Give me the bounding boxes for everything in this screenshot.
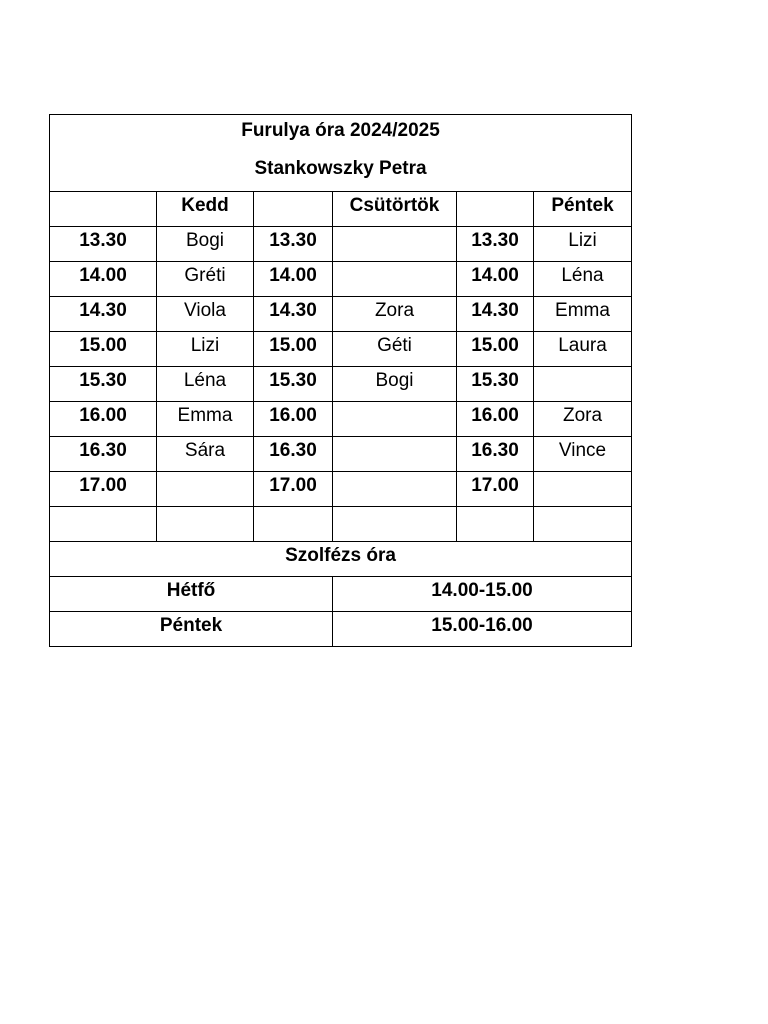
empty-cell: [254, 507, 333, 542]
schedule-title: Furulya óra 2024/2025: [241, 120, 440, 141]
time-cell: 16.30: [50, 437, 157, 472]
time-cell: 13.30: [457, 227, 534, 262]
table-row: [50, 332, 632, 367]
student-cell: Géti: [333, 332, 457, 367]
student-cell: Lizi: [157, 332, 254, 367]
header-day-pentek: Péntek: [534, 192, 632, 227]
solfege-row: [50, 577, 632, 612]
student-cell: [333, 402, 457, 437]
student-cell: Gréti: [157, 262, 254, 297]
time-cell: 16.00: [50, 402, 157, 437]
student-cell: Léna: [534, 262, 632, 297]
student-cell: Vince: [534, 437, 632, 472]
student-cell: Lizi: [534, 227, 632, 262]
table-row: [50, 437, 632, 472]
solfege-day: Péntek: [50, 612, 333, 647]
time-cell: 15.00: [254, 332, 333, 367]
student-cell: [534, 367, 632, 402]
time-cell: 17.00: [50, 472, 157, 507]
student-cell: Zora: [333, 297, 457, 332]
time-cell: 15.30: [457, 367, 534, 402]
time-cell: 15.30: [254, 367, 333, 402]
solfege-title-row: [50, 542, 632, 577]
student-cell: Laura: [534, 332, 632, 367]
time-cell: 14.30: [50, 297, 157, 332]
student-cell: Sára: [157, 437, 254, 472]
student-cell: Zora: [534, 402, 632, 437]
time-cell: 14.00: [254, 262, 333, 297]
empty-cell: [50, 507, 157, 542]
empty-cell: [534, 507, 632, 542]
student-cell: [333, 472, 457, 507]
time-cell: 17.00: [254, 472, 333, 507]
header-day-csutortok: Csütörtök: [333, 192, 457, 227]
time-cell: 13.30: [50, 227, 157, 262]
solfege-title: Szolfézs óra: [50, 542, 632, 577]
student-cell: [534, 472, 632, 507]
table-row: [50, 367, 632, 402]
header-empty-cell: [254, 192, 333, 227]
teacher-name: Stankowszky Petra: [254, 158, 427, 179]
student-cell: Bogi: [333, 367, 457, 402]
student-cell: Emma: [534, 297, 632, 332]
time-cell: 14.30: [254, 297, 333, 332]
table-row: [50, 472, 632, 507]
table-row: [50, 262, 632, 297]
schedule-table: [49, 114, 632, 647]
time-cell: 14.30: [457, 297, 534, 332]
student-cell: [333, 437, 457, 472]
student-cell: [333, 262, 457, 297]
table-row: [50, 297, 632, 332]
empty-cell: [157, 507, 254, 542]
title-row: [50, 115, 632, 192]
solfege-row: [50, 612, 632, 647]
empty-cell: [333, 507, 457, 542]
student-cell: Emma: [157, 402, 254, 437]
solfege-day: Hétfő: [50, 577, 333, 612]
time-cell: 16.00: [457, 402, 534, 437]
time-cell: 13.30: [254, 227, 333, 262]
header-day-kedd: Kedd: [157, 192, 254, 227]
time-cell: 16.00: [254, 402, 333, 437]
time-cell: 14.00: [457, 262, 534, 297]
header-empty-cell: [50, 192, 157, 227]
title-cell: [50, 115, 632, 192]
table-row: [50, 227, 632, 262]
time-cell: 17.00: [457, 472, 534, 507]
solfege-time: 14.00-15.00: [333, 577, 632, 612]
time-cell: 15.00: [457, 332, 534, 367]
header-row: [50, 192, 632, 227]
time-cell: 15.00: [50, 332, 157, 367]
empty-row: [50, 507, 632, 542]
student-cell: Léna: [157, 367, 254, 402]
time-cell: 16.30: [457, 437, 534, 472]
table-row: [50, 402, 632, 437]
header-empty-cell: [457, 192, 534, 227]
time-cell: 16.30: [254, 437, 333, 472]
time-cell: 15.30: [50, 367, 157, 402]
student-cell: [157, 472, 254, 507]
student-cell: Viola: [157, 297, 254, 332]
time-cell: 14.00: [50, 262, 157, 297]
student-cell: Bogi: [157, 227, 254, 262]
empty-cell: [457, 507, 534, 542]
student-cell: [333, 227, 457, 262]
solfege-time: 15.00-16.00: [333, 612, 632, 647]
